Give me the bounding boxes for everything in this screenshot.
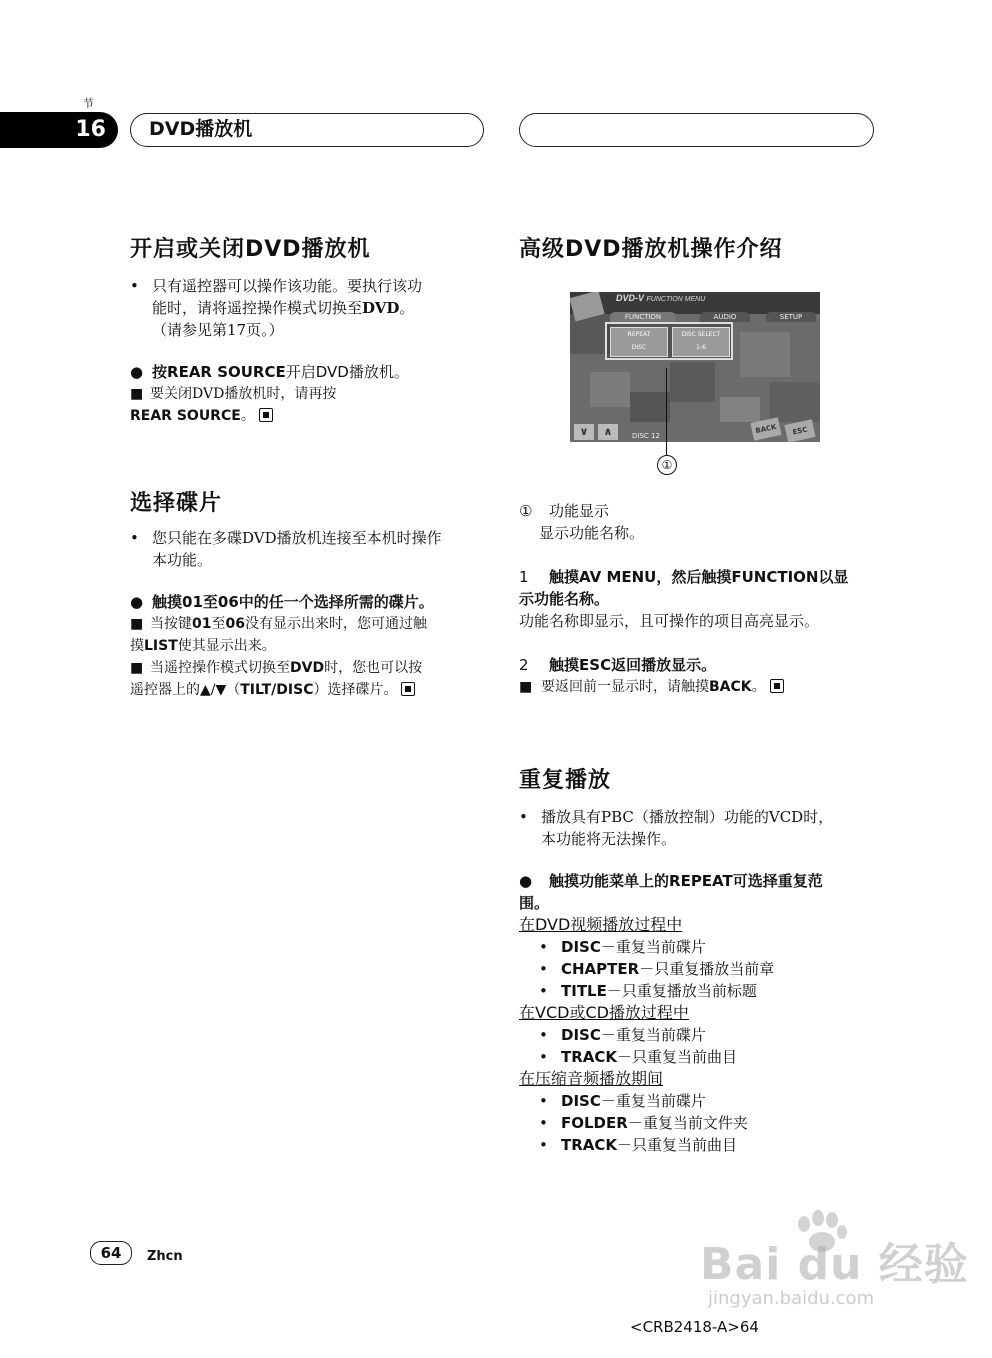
step-instruction: ● 触摸01至06中的任一个选择所需的碟片。 [130,593,434,611]
section-advanced-heading-wrap [519,232,783,263]
list-item: • DISC－重复当前碟片 [539,1092,706,1110]
section-heading: 选择碟片 [130,491,223,516]
group-title: 在VCD或CD播放过程中 [519,1003,689,1022]
callout-marker: ① [657,455,677,475]
section-number-tab: 16 [0,112,118,148]
function-display-panel [605,322,733,360]
chapter-title: DVD播放机 [130,113,484,147]
scroll-up-button[interactable]: ∧ [598,424,618,440]
step-1-result: 功能名称即显示，且可操作的项目高亮显示。 [519,612,820,630]
tab-function[interactable]: FUNCTION [610,312,676,322]
end-mark-icon [770,679,784,693]
step-1: 1 触摸AV MENU，然后触摸FUNCTION以显 示功能名称。 [519,568,849,608]
section-heading: 重复播放 [519,768,612,793]
group-title: 在DVD视频播放过程中 [519,915,683,934]
document-code: <CRB2418-A>64 [630,1318,759,1336]
section-heading: 开启或关闭DVD播放机 [130,237,371,262]
watermark-url: jingyan.baidu.com [708,1288,875,1309]
repeat-button[interactable]: REPEAT DISC [610,327,668,357]
list-item: • FOLDER－重复当前文件夹 [539,1114,748,1132]
language-code: Zhcn [147,1249,183,1264]
list-item: • DISC－重复当前碟片 [539,938,706,956]
section-heading: 高级DVD播放机操作介绍 [519,237,783,262]
screen-logo: DVD-V FUNCTION MENU [616,293,706,303]
section-repeat [519,763,889,1156]
screen-tab-bar [598,312,820,322]
section-select-disc [130,486,490,701]
list-item: • TITLE－只重复播放当前标题 [539,982,757,1000]
back-button[interactable]: BACK [750,417,781,440]
header-blank-box [519,113,874,147]
bullet-note: • 只有遥控器可以操作该功能。要执行该功 能时，请将遥控操作模式切换至DVD。 （请参见第17页。） [130,277,423,339]
step-instruction: ● 触摸功能菜单上的REPEAT可选择重复范 围。 [519,872,823,912]
list-item: • DISC－重复当前碟片 [539,1026,706,1044]
step-instruction: ● 按REAR SOURCE开启DVD播放机。 [130,363,409,381]
disc-select-button[interactable]: DISC SELECT 1-6 [672,327,730,357]
callout-leader-line [666,368,667,456]
bullet-note: • 您只能在多碟DVD播放机连接至本机时操作 本功能。 [130,529,442,569]
bullet-note: • 播放具有PBC（播放控制）功能的VCD时， 本功能将无法操作。 [519,808,834,848]
legend-item: ① 功能显示 [519,502,610,520]
section-power [130,232,490,427]
tab-audio[interactable]: AUDIO [700,312,750,322]
group-title: 在压缩音频播放期间 [519,1069,664,1088]
esc-button[interactable]: ESC [784,419,815,442]
legend-desc: 显示功能名称。 [539,524,645,542]
end-mark-icon [401,682,415,696]
note: ■ 要返回前一显示时，请触摸BACK。 [519,676,879,698]
watermark-brand: Bai du 经验 [700,1239,969,1290]
list-item: • TRACK－只重复当前曲目 [539,1136,738,1154]
step-2: 2 触摸ESC返回播放显示。 [519,656,717,674]
note: ■ 当遥控操作模式切换至DVD时，您也可以按 遥控器上的▲/▼（TILT/DISC）选择碟片。 [130,660,423,698]
list-item: • CHAPTER－只重复播放当前章 [539,960,775,978]
end-mark-icon [259,408,273,422]
scroll-down-button[interactable]: ∨ [574,424,594,440]
section-label: 节 [83,97,94,110]
source-readout: DISC 12 [632,432,660,440]
note: ■ 当按键01至06没有显示出来时，您可通过触 摸LIST使其显示出来。 [130,616,427,654]
note: ■ 要关闭DVD播放机时，请再按 REAR SOURCE。 [130,386,337,424]
list-item: • TRACK－只重复当前曲目 [539,1048,738,1066]
tab-setup[interactable]: SETUP [766,312,816,322]
section-advanced-body [519,500,879,698]
page-number: 64 [90,1241,132,1265]
device-screenshot [570,292,820,442]
